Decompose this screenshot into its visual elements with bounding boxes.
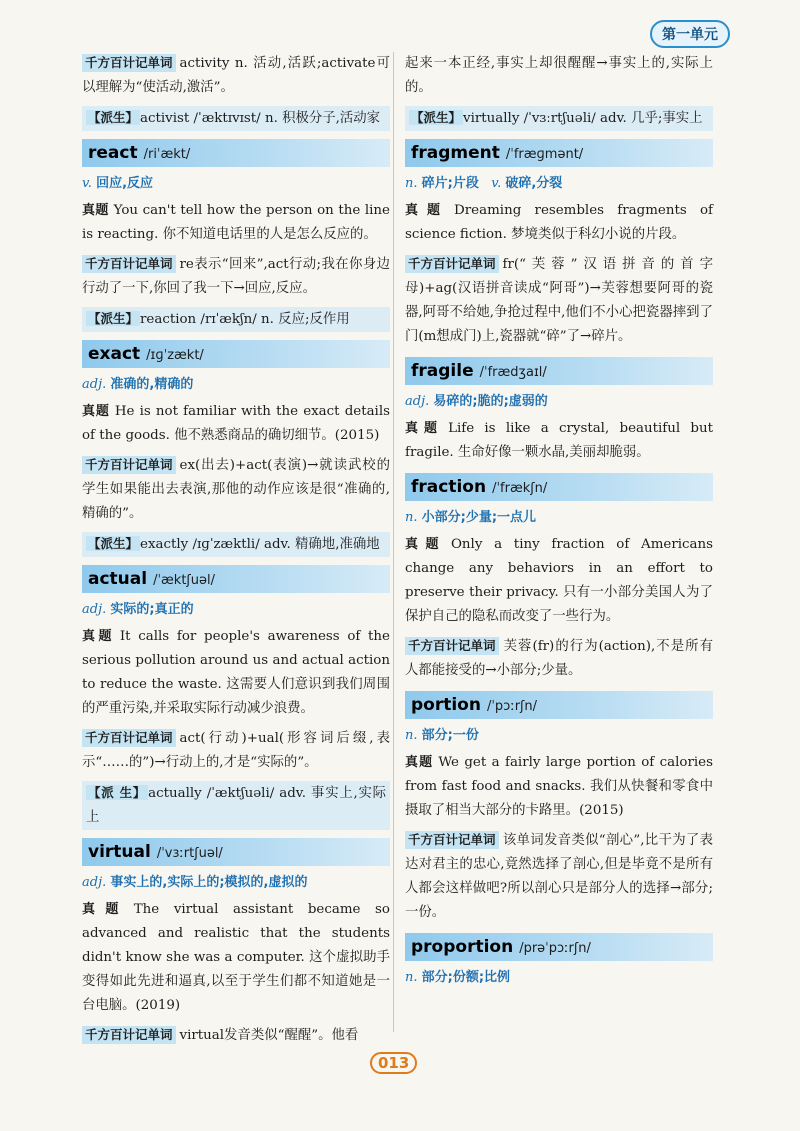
page-number: 013 (370, 1052, 417, 1074)
memo-actual: 千方百计记单词 act(行动)+ual(形容词后缀,表示“……的”)→行动上的,才是“实际的”。 (82, 730, 390, 770)
exam-virtual: 真题 The virtual assistant became so advanced and realistic that the students didn't know she was a computer. 这个虚拟助手变得如此先进和逼真,以至于学生们都不知道她是一台电脑。(2019) (82, 902, 390, 1013)
unit-badge: 第一单元 (650, 20, 730, 48)
exam-react: 真题 You can't tell how the person on the line is reacting. 你不知道电话里的人是怎么反应的。 (82, 203, 390, 242)
derive-react: 【派生】 reaction /rɪˈækʃn/ n. 反应;反作用 (82, 307, 390, 332)
memo-portion: 千方百计记单词 该单词发音类似“剖心”,比干为了表达对君主的忠心,竟然选择了剖心,但是毕竟不是所有人都会这样做吧?所以剖心只是部分人的选择→部分;一份。 (405, 832, 713, 920)
headword-portion: portion /ˈpɔːrʃn/ (405, 691, 713, 719)
pos-portion: n. 部分;一份 (405, 728, 479, 743)
memo-virtual: 千方百计记单词 virtual发音类似“醒醒”。他看 (82, 1024, 390, 1048)
memo-label: 千方百计记单词 (82, 54, 176, 72)
exam-portion: 真题 We get a fairly large portion of calories from fast food and snacks. 我们从快餐和零食中摄取了相当大部分的卡路里。(2015) (405, 755, 713, 818)
memo-exact: 千方百计记单词 ex(出去)+act(表演)→就读武校的学生如果能出去表演,那他的动作应该是很“准确的,精确的”。 (82, 457, 390, 521)
headword-exact: exact /ɪɡˈzækt/ (82, 340, 390, 368)
left-column (82, 52, 390, 1054)
memo-fragment: 千方百计记单词 fr(“芙蓉”汉语拼音的首字母)+ag(汉语拼音读成“阿哥”)→芙蓉想要阿哥的瓷器,阿哥不给她,争抢过程中,他们不小心把瓷器摔到了门(m想成门)上,瓷器就“碎”了→碎片。 (405, 256, 713, 344)
pos-exact: adj. 准确的,精确的 (82, 377, 194, 392)
column-divider (393, 52, 394, 1032)
pos-proportion: n. 部分;份额;比例 (405, 970, 511, 985)
derive-exact: 【派生】 exactly /ɪɡˈzæktli/ adv. 精确地,准确地 (82, 532, 390, 557)
memo-react: 千方百计记单词 re表示“回来”,act行动;我在你身边行动了一下,你回了我一下→回应,反应。 (82, 256, 390, 296)
headword-fragile: fragile /ˈfrædʒaɪl/ (405, 357, 713, 385)
headword-fragment: fragment /ˈfræɡmənt/ (405, 139, 713, 167)
exam-fragment: 真题 Dreaming resembles fragments of science fiction. 梦境类似于科幻小说的片段。 (405, 203, 713, 242)
exam-actual: 真题 It calls for people's awareness of the serious pollution around us and actual action to reduce the waste. 这需要人们意识到我们周围的严重污染,并采取实际行动减少浪费。 (82, 629, 390, 716)
exam-exact: 真题 He is not familiar with the exact details of the goods. 他不熟悉商品的确切细节。(2015) (82, 404, 390, 443)
exam-fraction: 真题 Only a tiny fraction of Americans change any behaviors in an effort to preserve their privacy. 只有一小部分美国人为了保护自己的隐私而改变了一些行为。 (405, 537, 713, 624)
memo-fraction: 千方百计记单词 芙蓉(fr)的行为(action),不是所有人都能接受的→小部分;少量。 (405, 638, 713, 678)
pos-fraction: n. 小部分;少量;一点儿 (405, 510, 537, 525)
pos-fragment: n. 碎片;片段 v. 破碎,分裂 (405, 176, 563, 191)
derive-virtual: 【派生】 virtually /ˈvɜːrtʃuəli/ adv. 几乎;事实上 (405, 106, 713, 131)
pos-fragile: adj. 易碎的;脆的;虚弱的 (405, 394, 548, 409)
derive-actual: 【派 生】 actually /ˈæktʃuəli/ adv. 事实上,实际上 (82, 781, 390, 830)
headword-fraction: fraction /ˈfrækʃn/ (405, 473, 713, 501)
pos-virtual: adj. 事实上的,实际上的;模拟的,虚拟的 (82, 875, 308, 890)
right-column (405, 52, 713, 993)
pos-actual: adj. 实际的;真正的 (82, 602, 194, 617)
exam-fragile: 真题 Life is like a crystal, beautiful but fragile. 生命好像一颗水晶,美丽却脆弱。 (405, 421, 713, 460)
activity-derive: 【派生】 activist /ˈæktɪvɪst/ n. 积极分子,活动家 (82, 106, 390, 131)
headword-react: react /riˈækt/ (82, 139, 390, 167)
virtual-memo-cont: 起来一本正经,事实上却很醒醒→事实上的,实际上的。 (405, 56, 713, 95)
headword-virtual: virtual /ˈvɜːrtʃuəl/ (82, 838, 390, 866)
headword-proportion: proportion /prəˈpɔːrʃn/ (405, 933, 713, 961)
activity-memo: 千方百计记单词 activity n. 活动,活跃;activate可以理解为“使活动,激活”。 (82, 55, 390, 95)
headword-actual: actual /ˈæktʃuəl/ (82, 565, 390, 593)
pos-react: v. 回应,反应 (82, 176, 154, 191)
